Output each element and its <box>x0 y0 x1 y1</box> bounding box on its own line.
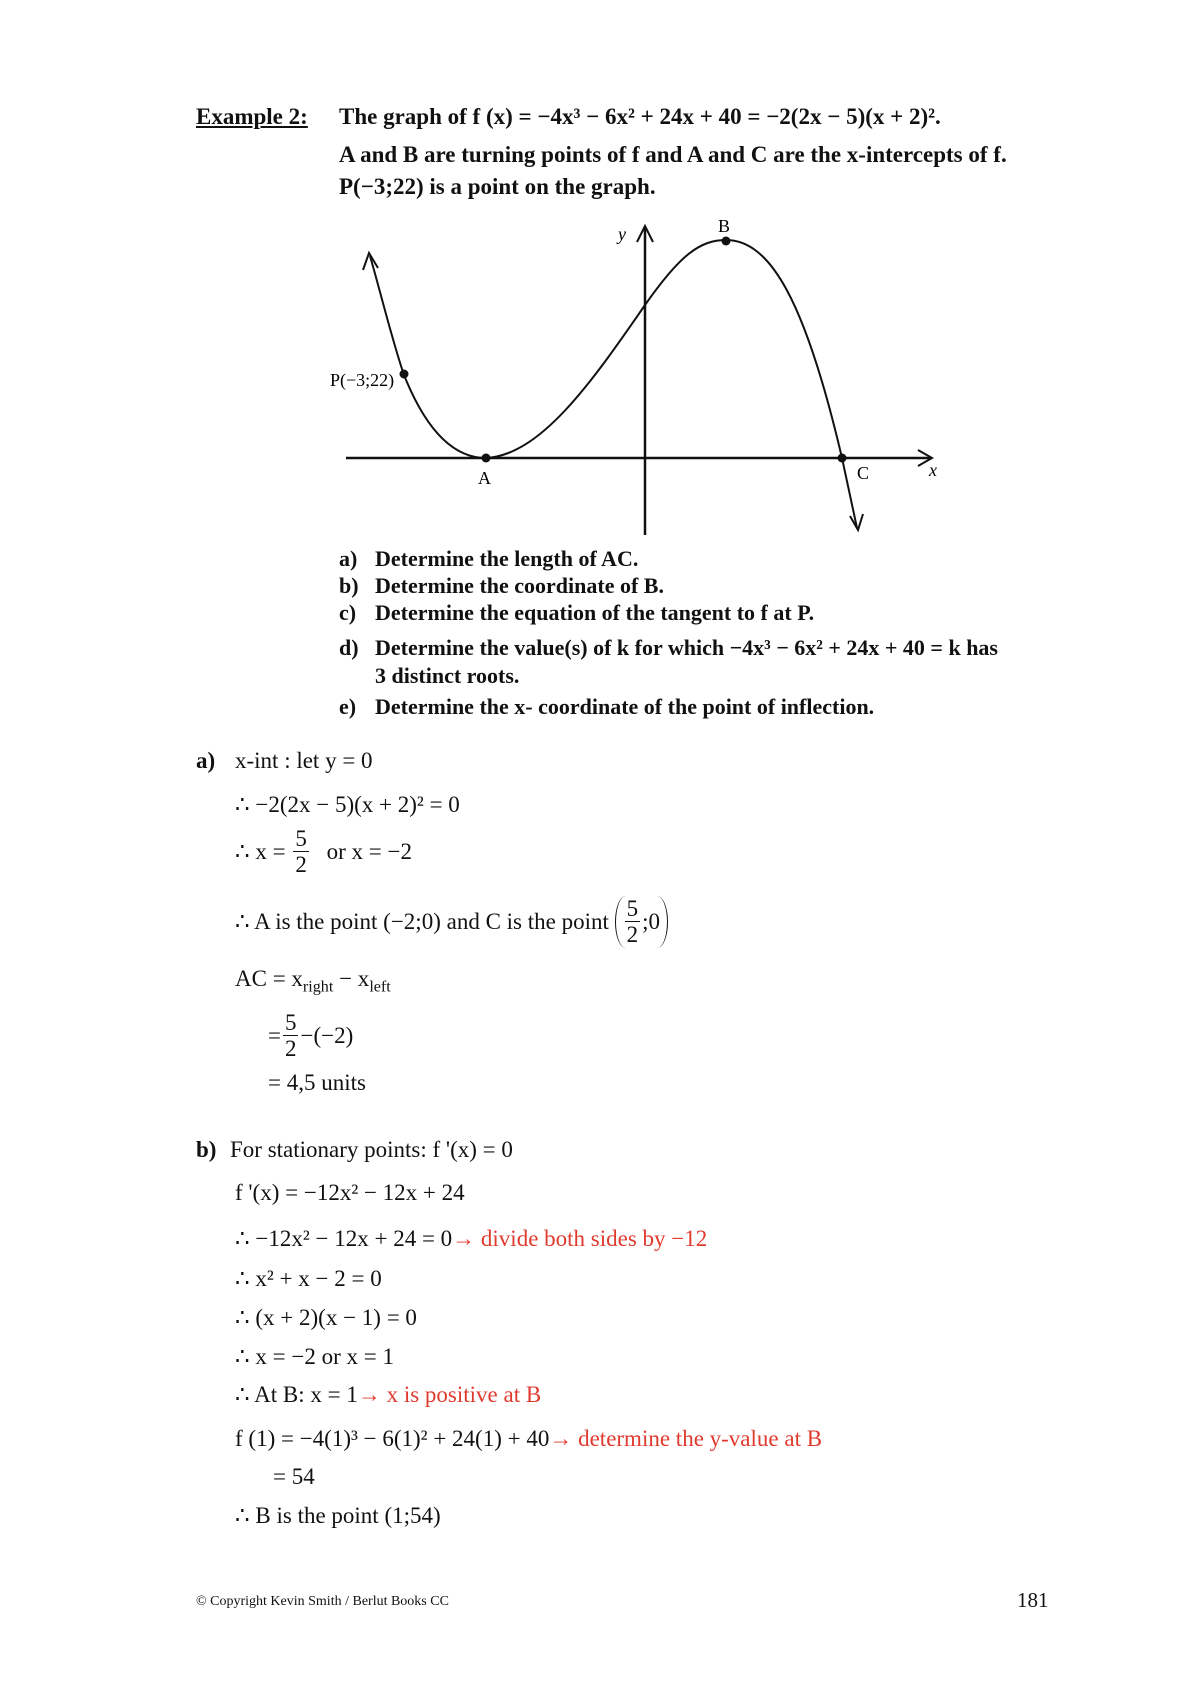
denominator: 2 <box>295 852 307 878</box>
question-letter: b) <box>339 573 359 598</box>
graph-label-y: y <box>618 224 626 244</box>
solution-a-line4 <box>235 896 668 948</box>
example-label: Example 2: <box>196 104 308 129</box>
solution-b-line3 <box>235 1226 707 1252</box>
fraction <box>293 826 309 878</box>
question-text: Determine the equation of the tangent to f at P. <box>375 600 815 625</box>
solution-b-line9: = 54 <box>273 1464 315 1489</box>
graph-label-A: A <box>478 468 491 488</box>
solution-a-line6-pre: = <box>268 1022 281 1048</box>
ac-formula-mid: − x <box>333 966 370 991</box>
question-letter: d) <box>339 635 359 660</box>
numerator: 5 <box>284 1010 297 1035</box>
example-line1-prefix: The graph of <box>339 104 467 129</box>
solution-a-letter: a) <box>196 748 216 773</box>
question-text: Determine the value(s) of k for which −4x³ − 6x² + 24x + 40 = k has <box>375 635 998 660</box>
solution-b-letter: b) <box>196 1137 217 1162</box>
solution-b-line4: ∴ x² + x − 2 = 0 <box>235 1266 382 1291</box>
solution-a-line6-post: −(−2) <box>300 1022 354 1048</box>
solution-b-line8-eq: f (1) = −4(1)³ − 6(1)² + 24(1) + 40 <box>235 1426 550 1451</box>
function-definition: f (x) = −4x³ − 6x² + 24x + 40 = −2(2x − 5)(x + 2)². <box>472 104 941 129</box>
point-C-marker <box>838 454 847 463</box>
solution-b-line7-note: → x is positive at B <box>357 1382 542 1407</box>
solution-b-line2: f '(x) = −12x² − 12x + 24 <box>235 1180 465 1205</box>
solution-b-line1: For stationary points: f '(x) = 0 <box>230 1137 513 1162</box>
subscript-left: left <box>369 978 391 996</box>
question-text: Determine the length of AC. <box>375 546 639 571</box>
denominator: 2 <box>626 922 639 948</box>
solution-b-line3-eq: ∴ −12x² − 12x + 24 = 0 <box>235 1226 453 1251</box>
example-line3: P(−3;22) is a point on the graph. <box>339 174 656 199</box>
example-line1 <box>339 104 941 130</box>
question-letter: c) <box>339 600 357 625</box>
solution-b-line10: ∴ B is the point (1;54) <box>235 1503 441 1528</box>
solution-b-line7 <box>235 1382 541 1408</box>
question-letter: a) <box>339 546 358 571</box>
point-C-coordinate <box>615 896 668 948</box>
subscript-right: right <box>302 978 334 996</box>
question-b <box>339 573 664 599</box>
question-d-continued: 3 distinct roots. <box>375 663 520 688</box>
curve-left-arrow-icon <box>363 253 378 270</box>
question-a <box>339 546 638 572</box>
solution-b-line7-eq: ∴ At B: x = 1 <box>235 1382 358 1407</box>
solution-a-line1: x-int : let y = 0 <box>235 748 373 773</box>
cubic-graph <box>330 210 950 540</box>
fraction <box>625 896 641 948</box>
point-P-marker <box>400 370 409 379</box>
solution-b-line8-note: → determine the y-value at B <box>549 1426 823 1451</box>
solution-b-line3-note: → divide both sides by −12 <box>452 1226 708 1251</box>
solution-a-line5 <box>235 966 391 996</box>
denominator: 2 <box>284 1036 297 1062</box>
point-B-marker <box>722 237 731 246</box>
graph-label-C: C <box>857 463 870 483</box>
function-curve <box>370 240 857 528</box>
ac-formula-start: AC = x <box>235 966 303 991</box>
solution-b-line5: ∴ (x + 2)(x − 1) = 0 <box>235 1305 417 1330</box>
point-A-marker <box>482 454 491 463</box>
solution-a-line4-post: ;0 <box>642 908 661 934</box>
numerator: 5 <box>295 826 307 851</box>
question-e <box>339 694 874 720</box>
question-text: Determine the coordinate of B. <box>375 573 664 598</box>
solution-a-line2: ∴ −2(2x − 5)(x + 2)² = 0 <box>235 792 460 817</box>
question-d <box>339 635 998 661</box>
solution-a-line3 <box>235 826 412 878</box>
numerator: 5 <box>626 896 639 921</box>
solution-b-line8 <box>235 1426 822 1452</box>
question-text: Determine the x- coordinate of the point of inflection. <box>375 694 875 719</box>
question-letter: e) <box>339 694 357 719</box>
page-number: 181 <box>1017 1588 1049 1612</box>
graph-label-B: B <box>718 216 731 236</box>
solution-b-line6: ∴ x = −2 or x = 1 <box>235 1344 394 1369</box>
copyright: © Copyright Kevin Smith / Berlut Books CC <box>196 1594 449 1609</box>
example-line2: A and B are turning points of f and A and C are the x-intercepts of f. <box>339 142 1007 167</box>
graph-label-x: x <box>929 460 937 480</box>
solution-a-line3-pre: ∴ x = <box>235 838 286 864</box>
solution-a-line4-pre: ∴ A is the point (−2;0) and C is the point <box>235 908 609 934</box>
solution-a-line3-post: or x = −2 <box>326 838 412 864</box>
fraction <box>283 1010 299 1062</box>
solution-a-line7: = 4,5 units <box>268 1070 366 1095</box>
graph-label-P: P(−3;22) <box>330 370 395 390</box>
question-c <box>339 600 814 626</box>
solution-a-line6 <box>268 1010 353 1062</box>
